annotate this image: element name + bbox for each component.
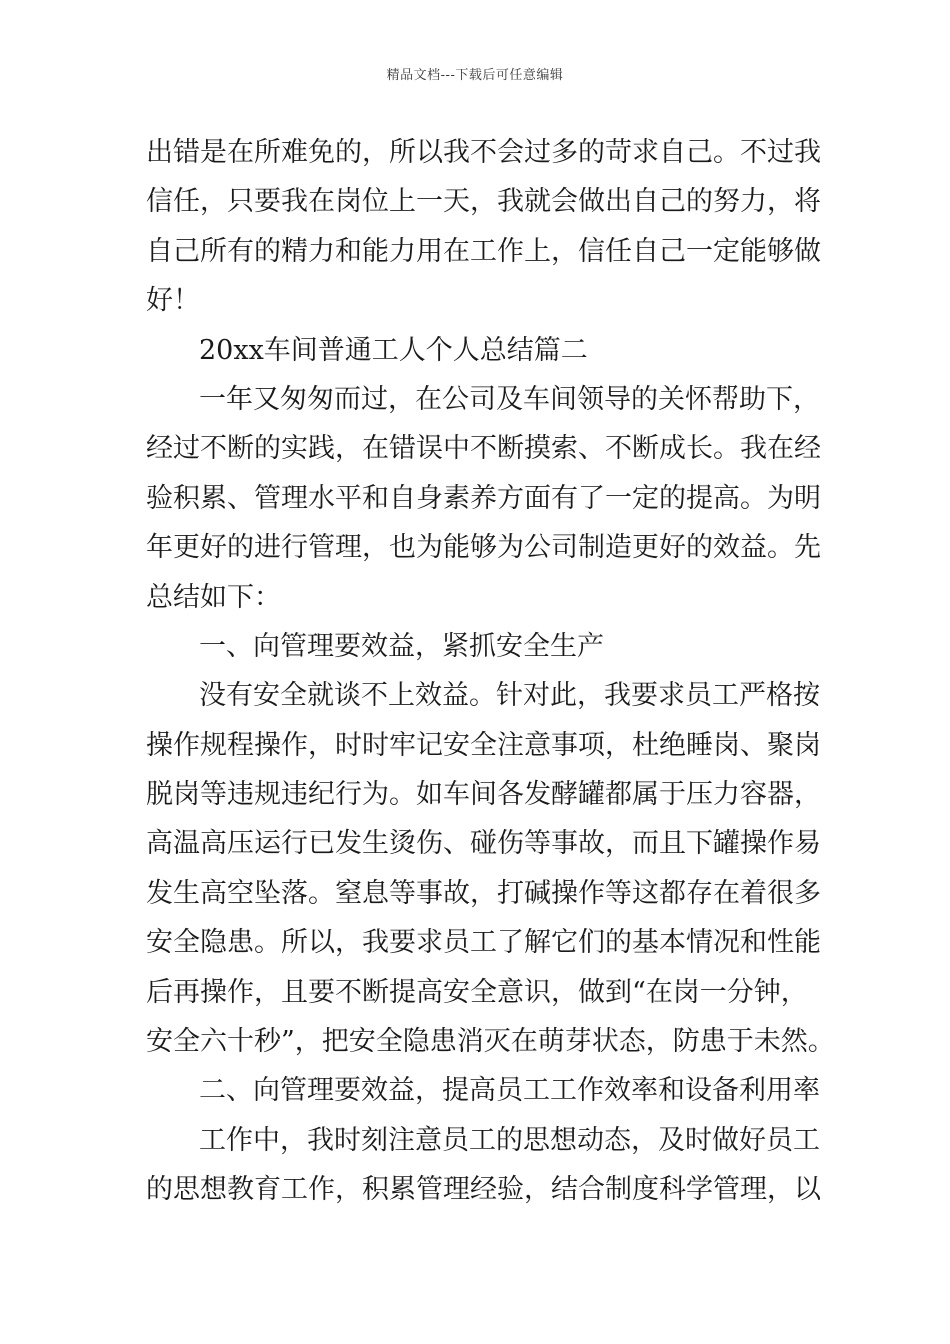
text-line: 20xx车间普通工人个人总结篇二 (199, 334, 588, 366)
text-line: 一、向管理要效益，紧抓安全生产 (199, 630, 604, 662)
text-line: 出错是在所难免的，所以我不会过多的苛求自己。不过我 (146, 137, 821, 168)
text-line: 高温高压运行已发生烫伤、碰伤等事故，而且下罐操作易 (146, 828, 821, 860)
text-line: 信任，只要我在岗位上一天，我就会做出自己的努力，将 (146, 186, 821, 218)
text-line: 二、向管理要效益，提高员工工作效率和设备利用率 (199, 1075, 820, 1107)
text-line: 发生高空坠落。窒息等事故，打碱操作等这都存在着很多 (146, 877, 821, 909)
text-line: 后再操作，且要不断提高安全意识，做到“在岗一分钟， (146, 976, 808, 1008)
text-line: 总结如下： (146, 581, 281, 613)
text-line: 自己所有的精力和能力用在工作上，信任自己一定能够做 (146, 235, 821, 267)
text-line: 经过不断的实践，在错误中不断摸索、不断成长。我在经 (146, 433, 821, 465)
text-line: 验积累、管理水平和自身素养方面有了一定的提高。为明 (146, 482, 821, 514)
text-line: 安全隐患。所以，我要求员工了解它们的基本情况和性能 (146, 927, 821, 959)
document-body (146, 128, 835, 1215)
text-line: 一年又匆匆而过，在公司及车间领导的关怀帮助下， (199, 383, 820, 415)
page-header: 精品文档---下载后可任意编辑 (386, 68, 564, 83)
text-line: 好！ (146, 285, 200, 317)
text-line: 安全六十秒”，把安全隐患消灭在萌芽状态，防患于未然。 (146, 1026, 835, 1058)
text-line: 操作规程操作，时时牢记安全注意事项，杜绝睡岗、聚岗 (146, 729, 821, 761)
text-line: 年更好的进行管理，也为能够为公司制造更好的效益。先 (146, 532, 821, 564)
text-line: 的思想教育工作，积累管理经验，结合制度科学管理，以 (146, 1174, 821, 1206)
text-line: 脱岗等违规违纪行为。如车间各发酵罐都属于压力容器， (146, 779, 821, 811)
text-line: 没有安全就谈不上效益。针对此，我要求员工严格按 (199, 680, 820, 712)
text-line: 工作中，我时刻注意员工的思想动态，及时做好员工 (199, 1124, 820, 1156)
